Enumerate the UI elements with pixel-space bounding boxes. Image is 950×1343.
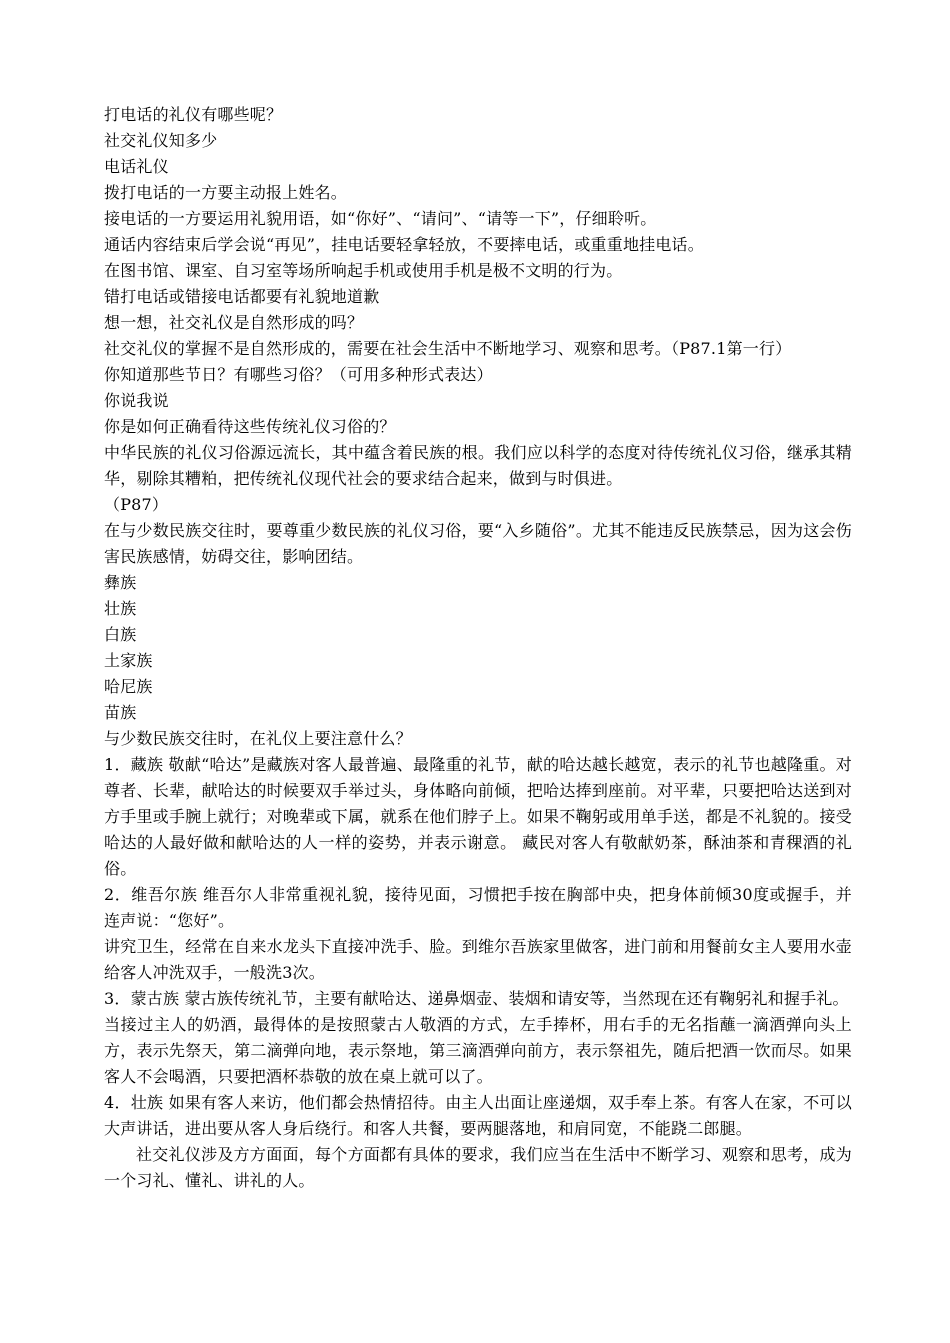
question-heading: 与少数民族交往时，在礼仪上要注意什么？ [104,729,412,748]
section-title: 社交礼仪知多少 [104,131,218,150]
paragraph: 在与少数民族交往时，要尊重少数民族的礼仪习俗，要“入乡随俗”。尤其不能违反民族禁忌，因为这会伤害民族感情，妨碍交往，影响团结。 [104,521,852,566]
ethnic-group-item: 苗族 [104,703,137,722]
paragraph: 中华民族的礼仪习俗源远流长，其中蕴含着民族的根。我们应以科学的态度对待传统礼仪习俗，继承其精华，剔除其糟粕，把传统礼仪现代社会的要求结合起来，做到与时俱进。 [104,443,852,488]
paragraph: 在图书馆、课室、自习室等场所响起手机或使用手机是极不文明的行为。 [104,261,623,280]
conclusion-paragraph: 社交礼仪涉及方方面面，每个方面都有具体的要求，我们应当在生活中不断学习、观察和思考，成为一个习礼、懂礼、讲礼的人。 [104,1145,852,1190]
question-heading: 想一想，社交礼仪是自然形成的吗？ [104,313,364,332]
question-heading: 你是如何正确看待这些传统礼仪习俗的？ [104,417,396,436]
question-heading: 你知道那些节日？有哪些习俗？（可用多种形式表达） [104,365,493,384]
subsection-title: 电话礼仪 [104,157,169,176]
subsection-title: 你说我说 [104,391,169,410]
paragraph: 讲究卫生，经常在自来水龙头下直接冲洗手、脸。到维尔吾族家里做客，进门前和用餐前女主人要用水壶给客人冲洗双手，一般洗3次。 [104,937,852,982]
ethnic-group-item: 哈尼族 [104,677,153,696]
numbered-paragraph: 2．维吾尔族 维吾尔人非常重视礼貌，接待见面，习惯把手按在胸部中央，把身体前倾30度或握手，并连声说：“您好”。 [104,885,852,930]
ethnic-group-item: 白族 [104,625,137,644]
paragraph: 接电话的一方要运用礼貌用语，如“你好”、“请问”、“请等一下”，仔细聆听。 [104,209,657,228]
ethnic-group-item: 彝族 [104,573,137,592]
paragraph: 通话内容结束后学会说“再见”，挂电话要轻拿轻放，不要摔电话，或重重地挂电话。 [104,235,704,254]
page-reference: （P87） [104,495,169,514]
ethnic-group-item: 土家族 [104,651,153,670]
numbered-paragraph: 4．壮族 如果有客人来访，他们都会热情招待。由主人出面让座递烟，双手奉上茶。有客人在家，不可以大声讲话，进出要从客人身后绕行。和客人共餐，要两腿落地，和肩同宽，不能跷二郎腿。 [104,1093,852,1138]
paragraph: 当接过主人的奶酒，最得体的是按照蒙古人敬酒的方式，左手捧杯，用右手的无名指蘸一滴酒弹向头上方，表示先祭天，第二滴弹向地，表示祭地，第三滴酒弹向前方，表示祭祖先，随后把酒一饮而尽。如果客人不会喝酒，只要把酒杯恭敬的放在桌上就可以了。 [104,1015,852,1086]
document-page [104,102,852,1194]
numbered-paragraph: 3．蒙古族 蒙古族传统礼节，主要有献哈达、递鼻烟壶、装烟和请安等，当然现在还有鞠躬礼和握手礼。 [104,989,849,1008]
paragraph: 错打电话或错接电话都要有礼貌地道歉 [104,287,380,306]
numbered-paragraph: 1．藏族 敬献“哈达”是藏族对客人最普遍、最隆重的礼节，献的哈达越长越宽，表示的礼节也越隆重。对尊者、长辈，献哈达的时候要双手举过头，身体略向前倾，把哈达捧到座前。对平辈，只要把哈达送到对方手里或手腕上就行；对晚辈或下属，就系在他们脖子上。如果不鞠躬或用单手送，都是不礼貌的。接受哈达的人最好做和献哈达的人一样的姿势，并表示谢意。 藏民对客人有敬献奶茶，酥油茶和青稞酒的礼俗。 [104,755,852,878]
ethnic-group-item: 壮族 [104,599,137,618]
paragraph: 社交礼仪的掌握不是自然形成的，需要在社会生活中不断地学习、观察和思考。（P87.1第一行） [104,339,792,358]
paragraph: 拨打电话的一方要主动报上姓名。 [104,183,348,202]
question-heading: 打电话的礼仪有哪些呢？ [104,105,283,124]
